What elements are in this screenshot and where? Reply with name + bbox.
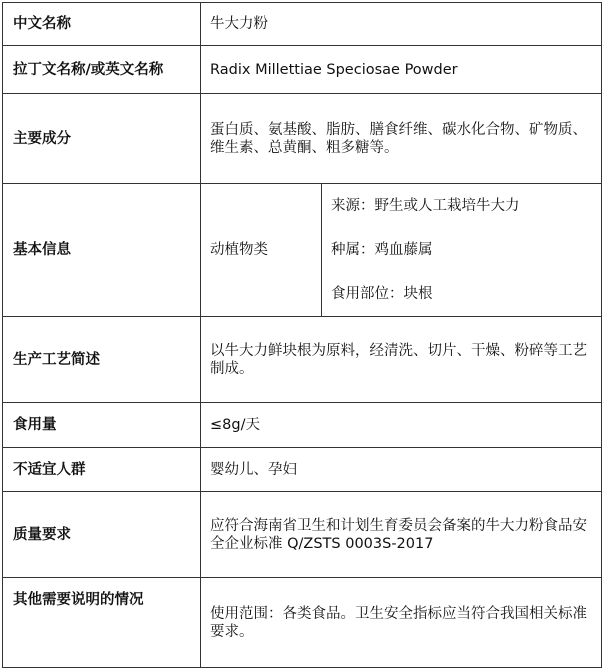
- row-label: 食用量: [3, 403, 201, 448]
- category-cell: 动植物类: [201, 184, 322, 317]
- row-label: 生产工艺简述: [3, 317, 201, 403]
- row-label: 其他需要说明的情况: [3, 578, 201, 668]
- edible-part-text: 食用部位：块根: [331, 286, 433, 302]
- row-value: 婴幼儿、孕妇: [201, 448, 602, 492]
- table-row: [3, 403, 602, 448]
- genus-text: 种属：鸡血藤属: [331, 242, 433, 258]
- table-row: [3, 448, 602, 492]
- row-value: Radix Millettiae Speciosae Powder: [201, 46, 602, 94]
- table-row: [3, 46, 602, 94]
- table-row: [3, 3, 602, 46]
- info-table: [2, 2, 602, 668]
- row-value: 牛大力粉: [201, 3, 602, 46]
- detail-cell: [322, 184, 602, 317]
- row-value: 使用范围：各类食品。卫生安全指标应当符合我国相关标准要求。: [201, 578, 602, 668]
- row-label: 拉丁文名称/或英文名称: [3, 46, 201, 94]
- table-row: [3, 184, 602, 317]
- row-value: 以牛大力鲜块根为原料，经清洗、切片、干燥、粉碎等工艺制成。: [201, 317, 602, 403]
- row-value: 应符合海南省卫生和计划生育委员会备案的牛大力粉食品安全企业标准 Q/ZSTS 0003S-2017: [201, 492, 602, 578]
- row-label: 基本信息: [3, 184, 201, 317]
- source-text: 来源：野生或人工栽培牛大力: [331, 198, 520, 214]
- row-label: 不适宜人群: [3, 448, 201, 492]
- table-row: [3, 578, 602, 668]
- table-row: [3, 492, 602, 578]
- row-label: 中文名称: [3, 3, 201, 46]
- row-label: 质量要求: [3, 492, 201, 578]
- table-row: [3, 94, 602, 184]
- row-value: ≤8g/天: [201, 403, 602, 448]
- row-value: 蛋白质、氨基酸、脂肪、膳食纤维、碳水化合物、矿物质、维生素、总黄酮、粗多糖等。: [201, 94, 602, 184]
- table-row: [3, 317, 602, 403]
- row-label: 主要成分: [3, 94, 201, 184]
